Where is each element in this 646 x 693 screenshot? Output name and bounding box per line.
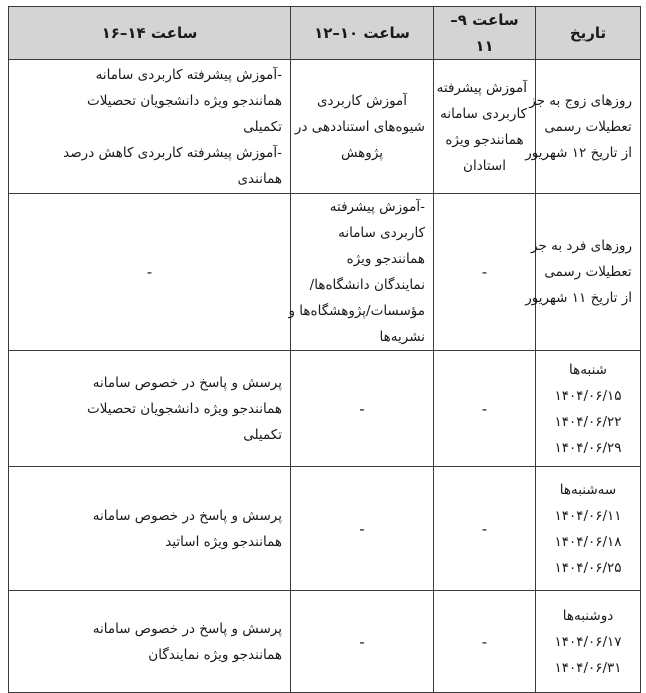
cell-slot-9-11 [434,351,536,467]
cell-line: همانندی [237,170,282,187]
cell-line: پژوهش [340,144,384,161]
cell-line: شنبه‌ها [569,361,607,378]
cell-line: همانندجو ویژه [346,251,425,267]
cell-date [536,467,641,591]
cell-line: همانندجو ویژه نمایندگان [148,646,282,663]
cell-date [525,194,641,351]
cell-line: ۱۴۰۴/۰۶/۲۲ [554,413,622,430]
empty-dash: - [481,519,488,538]
cell-line: پرسش و پاسخ در خصوص سامانه [92,507,282,524]
cell-line: دوشنبه‌ها [562,607,614,624]
cell-date [525,60,641,194]
cell-line: کاربردی سامانه [440,105,527,122]
header-slot-14-16: ساعت ۱۴–۱۶ [9,7,291,60]
cell-line: ۱۴۰۴/۰۶/۳۱ [554,659,622,676]
header-slot-10-12: ساعت ۱۰–۱۲ [291,7,434,60]
cell-line: همانندجو ویژه [445,131,524,148]
cell-line: روزهای زوج به جز [529,92,632,109]
cell-line: تعطیلات رسمی [544,118,632,135]
cell-slot-14-16 [9,467,291,591]
cell-slot-9-11 [434,591,536,693]
cell-line: کاربردی سامانه [338,225,425,241]
cell-line: ۱۴۰۴/۰۶/۱۱ [554,507,622,524]
cell-line: شیوه‌های استناددهی در [294,118,425,135]
table-row [9,194,641,351]
cell-date [536,591,641,693]
cell-slot-14-16 [9,194,291,351]
empty-dash: - [481,399,488,418]
empty-dash: - [481,632,488,651]
cell-slot-10-12 [291,351,434,467]
cell-line: از تاریخ ۱۱ شهریور [525,290,632,306]
cell-line: ۱۴۰۴/۰۶/۱۷ [554,633,622,650]
cell-date [536,351,641,467]
cell-slot-10-12 [288,194,434,351]
empty-dash: - [146,263,153,281]
cell-line: -آموزش پیشرفته کاربردی سامانه [95,66,282,83]
table-row [9,351,641,467]
cell-slot-14-16 [9,591,291,693]
empty-dash: - [359,632,365,651]
cell-line: همانندجو ویژه دانشجویان تحصیلات [87,92,282,109]
cell-line: از تاریخ ۱۲ شهریور [525,144,632,161]
cell-line: نمایندگان دانشگاه‌ها/ [309,277,425,293]
cell-line: آموزش پیشرفته [436,79,527,96]
table-row [9,60,641,194]
empty-dash: - [481,263,488,281]
cell-slot-10-12 [291,467,434,591]
cell-slot-9-11 [434,194,536,351]
cell-line: ۱۴۰۴/۰۶/۲۹ [554,439,622,456]
empty-dash: - [359,399,365,418]
header-row [9,7,641,60]
cell-slot-14-16 [9,60,291,194]
header-date: تاریخ [536,7,641,60]
cell-line: ۱۴۰۴/۰۶/۱۸ [554,533,622,550]
cell-line: سه‌شنبه‌ها [559,481,617,498]
cell-line: نشریه‌ها [379,329,425,345]
cell-slot-10-12 [291,60,434,194]
cell-line: ۱۴۰۴/۰۶/۱۵ [554,387,622,404]
cell-line: مؤسسات/پژوهشگاه‌ها و [288,303,425,319]
table-row [9,467,641,591]
cell-line: ۱۴۰۴/۰۶/۲۵ [554,559,622,576]
cell-line: تعطیلات رسمی [544,264,632,280]
cell-line: تکمیلی [243,118,282,135]
empty-dash: - [359,519,365,538]
cell-slot-9-11 [434,467,536,591]
cell-slot-10-12 [291,591,434,693]
cell-line: استادان [463,157,506,174]
schedule-page [8,6,640,676]
cell-line: -آموزش پیشرفته [329,199,425,215]
cell-line: پرسش و پاسخ در خصوص سامانه [92,374,282,391]
cell-line: روزهای فرد به جز [531,238,632,254]
table-row [9,591,641,693]
cell-line: پرسش و پاسخ در خصوص سامانه [92,620,282,637]
cell-line: همانندجو ویژه اساتید [165,533,282,550]
schedule-table [8,6,641,693]
header-slot-9-11: ساعت ۹–۱۱ [434,7,536,60]
cell-line: آموزش کاربردی [316,92,408,109]
cell-line: تکمیلی [243,426,282,443]
cell-slot-14-16 [9,351,291,467]
cell-line: همانندجو ویژه دانشجویان تحصیلات [87,400,282,417]
cell-slot-9-11 [434,60,536,194]
cell-line: -آموزش پیشرفته کاربردی کاهش درصد [63,144,282,161]
